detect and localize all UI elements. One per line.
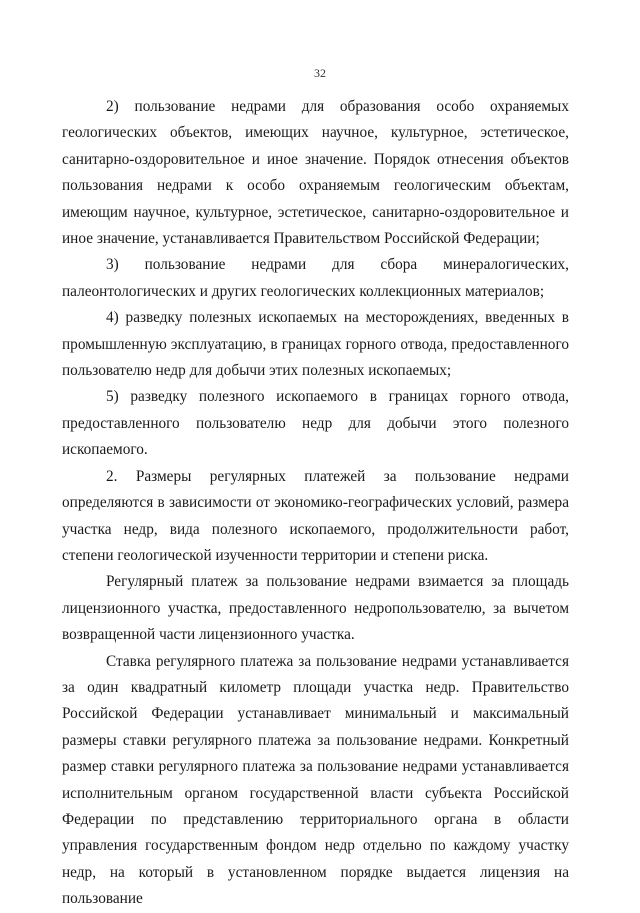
paragraph-payment-rate: Ставка регулярного платежа за пользование недрами устанавливается за один квадратный километр площади участка недр. Правительство Российской Федерации устанавливает минимальный и максимальный размеры ставки регулярного платежа за пользование недрами. Конкретный размер ставки регулярного платежа за пользование недрами устанавливается исполнительным органом государственной власти субъекта Российской Федерации по представлению территориального органа в области управления государственным фондом недр отдельно по каждому участку недр, на который в установленном порядке выдается лицензия на пользование	[62, 652, 569, 908]
document-body	[62, 94, 569, 913]
page-number: 32	[314, 66, 326, 80]
paragraph-section-2: 2. Размеры регулярных платежей за пользование недрами определяются в зависимости от экономико-географических условий, размера участка недр, вида полезного ископаемого, продолжительности работ, степени геологической изученности территории и степени риска.	[62, 467, 569, 564]
paragraph-item-5: 5) разведку полезного ископаемого в границах горного отвода, предоставленного пользователю недр для добычи этого полезного ископаемого.	[62, 388, 569, 459]
paragraph-item-4: 4) разведку полезных ископаемых на месторождениях, введенных в промышленную эксплуатацию, в границах горного отвода, предоставленного пользователю недр для добычи этих полезных ископаемых;	[62, 309, 569, 380]
paragraph-regular-payment: Регулярный платеж за пользование недрами взимается за площадь лицензионного участка, предоставленного недропользователю, за вычетом возвращенной части лицензионного участка.	[62, 573, 569, 644]
paragraph-item-2: 2) пользование недрами для образования особо охраняемых геологических объектов, имеющих научное, культурное, эстетическое, санитарно-оздоровительное и иное значение. Порядок отнесения объектов пользования недрами к особо охраняемым геологическим объектам, имеющим научное, культурное, эстетическое, санитарно-оздоровительное и иное значение, устанавливается Правительством Российской Федерации;	[62, 98, 569, 248]
paragraph-item-3: 3) пользование недрами для сбора минералогических, палеонтологических и других геологических коллекционных материалов;	[62, 256, 569, 300]
